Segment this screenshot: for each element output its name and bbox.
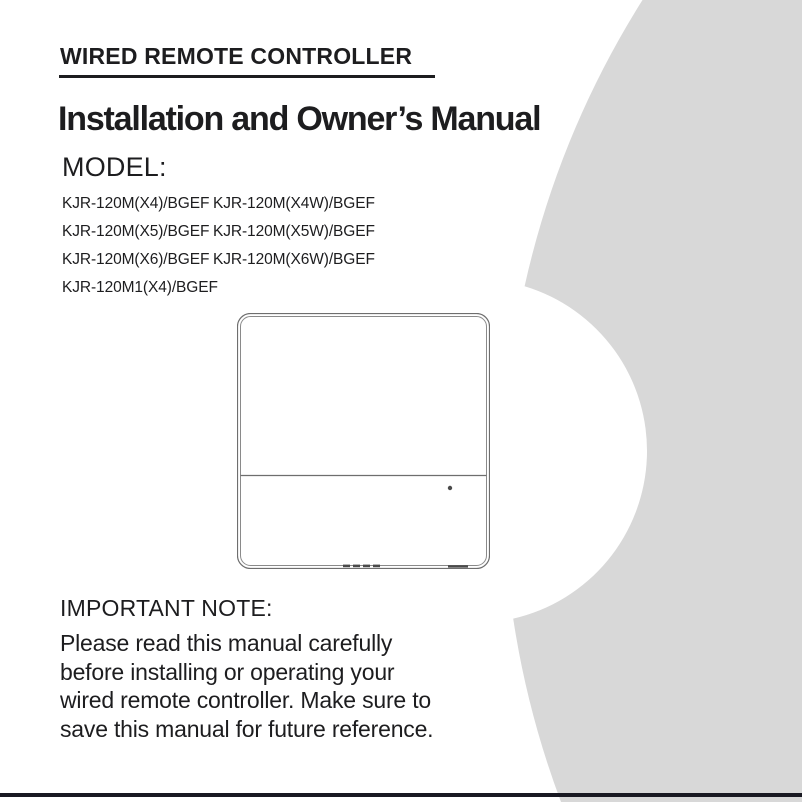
model-number: KJR-120M(X4W)/BGEF bbox=[213, 195, 375, 212]
model-number: KJR-120M(X6)/BGEF bbox=[62, 251, 210, 268]
model-number: KJR-120M(X5W)/BGEF bbox=[213, 223, 375, 240]
model-number: KJR-120M(X4)/BGEF bbox=[62, 195, 210, 212]
important-note-heading: IMPORTANT NOTE: bbox=[60, 595, 273, 621]
footer-rule bbox=[0, 793, 802, 797]
device-outer-outline bbox=[238, 314, 490, 569]
model-row bbox=[62, 218, 375, 246]
model-number: KJR-120M1(X4)/BGEF bbox=[62, 279, 218, 296]
model-section-label: MODEL: bbox=[62, 152, 167, 182]
model-number: KJR-120M(X5)/BGEF bbox=[62, 223, 210, 240]
header-underline bbox=[59, 75, 435, 78]
model-number: KJR-120M(X6W)/BGEF bbox=[213, 251, 375, 268]
model-row bbox=[62, 246, 375, 274]
note-line: wired remote controller. Make sure to bbox=[60, 687, 431, 713]
remote-controller-illustration bbox=[237, 313, 490, 569]
page-title: Installation and Owner’s Manual bbox=[58, 100, 541, 138]
model-row bbox=[62, 274, 375, 302]
note-line: save this manual for future reference. bbox=[60, 715, 434, 742]
model-list bbox=[62, 190, 375, 302]
device-led-dot bbox=[448, 486, 452, 490]
document-header: WIRED REMOTE CONTROLLER bbox=[60, 43, 413, 69]
note-line: Please read this manual carefully bbox=[60, 630, 393, 656]
model-row bbox=[62, 190, 375, 218]
note-line: before installing or operating your bbox=[60, 658, 395, 685]
important-note-text bbox=[60, 629, 433, 743]
